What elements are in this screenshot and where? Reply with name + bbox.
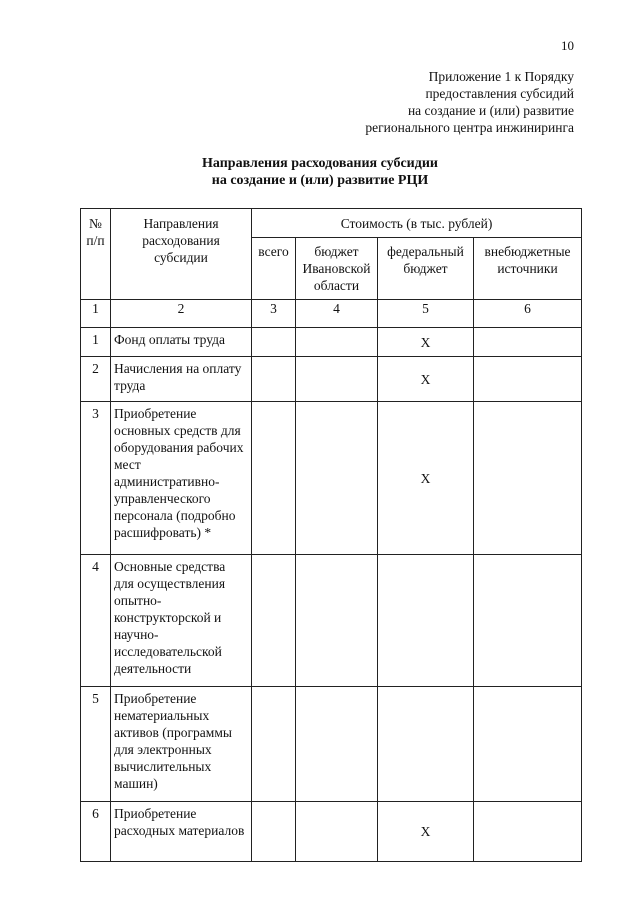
column-number: 3 xyxy=(252,300,296,328)
row-direction: Приобретение нематериальных активов (программы для электронных вычислительных машин) xyxy=(111,687,252,802)
row-federal xyxy=(378,687,474,802)
table-row xyxy=(81,802,582,862)
title-line: на создание и (или) развитие РЦИ xyxy=(211,173,429,188)
row-number: 4 xyxy=(81,555,111,687)
row-federal: X xyxy=(378,802,474,862)
row-extra xyxy=(474,357,582,402)
table-row xyxy=(81,328,582,357)
appendix-line: регионального центра инжиниринга xyxy=(365,120,574,135)
column-number: 2 xyxy=(111,300,252,328)
title-line: Направления расходования субсидии xyxy=(202,156,438,171)
row-federal xyxy=(378,555,474,687)
subsidy-table xyxy=(80,208,582,862)
header-regional-budget: бюджет Ивановской области xyxy=(296,238,378,300)
page-number: 10 xyxy=(561,38,574,53)
row-extra xyxy=(474,328,582,357)
row-extra xyxy=(474,555,582,687)
header-federal-budget: федеральный бюджет xyxy=(378,238,474,300)
header-cost: Стоимость (в тыс. рублей) xyxy=(252,209,582,238)
row-regional xyxy=(296,687,378,802)
row-regional xyxy=(296,402,378,555)
row-total xyxy=(252,802,296,862)
row-number: 5 xyxy=(81,687,111,802)
appendix-note xyxy=(254,68,574,136)
appendix-line: на создание и (или) развитие xyxy=(407,103,574,118)
row-extra xyxy=(474,402,582,555)
row-total xyxy=(252,402,296,555)
table-row xyxy=(81,402,582,555)
table-row xyxy=(81,357,582,402)
row-federal: X xyxy=(378,328,474,357)
row-extra xyxy=(474,687,582,802)
row-total xyxy=(252,687,296,802)
row-total xyxy=(252,357,296,402)
table-row xyxy=(81,555,582,687)
row-direction: Основные средства для осуществления опытно-конструкторской и научно-исследовательской деятельности xyxy=(111,555,252,687)
row-direction: Приобретение основных средств для оборудования рабочих мест административно-управленческого персонала (подробно расшифровать) * xyxy=(111,402,252,555)
row-extra xyxy=(474,802,582,862)
column-number: 4 xyxy=(296,300,378,328)
column-number: 5 xyxy=(378,300,474,328)
column-number: 1 xyxy=(81,300,111,328)
appendix-line: Приложение 1 к Порядку xyxy=(428,69,574,84)
column-number: 6 xyxy=(474,300,582,328)
appendix-line: предоставления субсидий xyxy=(425,86,574,101)
table-row xyxy=(81,687,582,802)
header-num: № п/п xyxy=(81,209,111,300)
row-regional xyxy=(296,328,378,357)
row-direction: Фонд оплаты труда xyxy=(111,328,252,357)
row-number: 2 xyxy=(81,357,111,402)
row-total xyxy=(252,328,296,357)
header-extra-budget: внебюджетные источники xyxy=(474,238,582,300)
row-number: 6 xyxy=(81,802,111,862)
row-federal: X xyxy=(378,402,474,555)
header-total: всего xyxy=(252,238,296,300)
row-total xyxy=(252,555,296,687)
row-number: 3 xyxy=(81,402,111,555)
header-direction: Направления расходования субсидии xyxy=(111,209,252,300)
row-regional xyxy=(296,357,378,402)
row-direction: Приобретение расходных материалов xyxy=(111,802,252,862)
row-federal: X xyxy=(378,357,474,402)
row-regional xyxy=(296,802,378,862)
row-regional xyxy=(296,555,378,687)
document-title xyxy=(0,155,640,189)
row-number: 1 xyxy=(81,328,111,357)
row-direction: Начисления на оплату труда xyxy=(111,357,252,402)
